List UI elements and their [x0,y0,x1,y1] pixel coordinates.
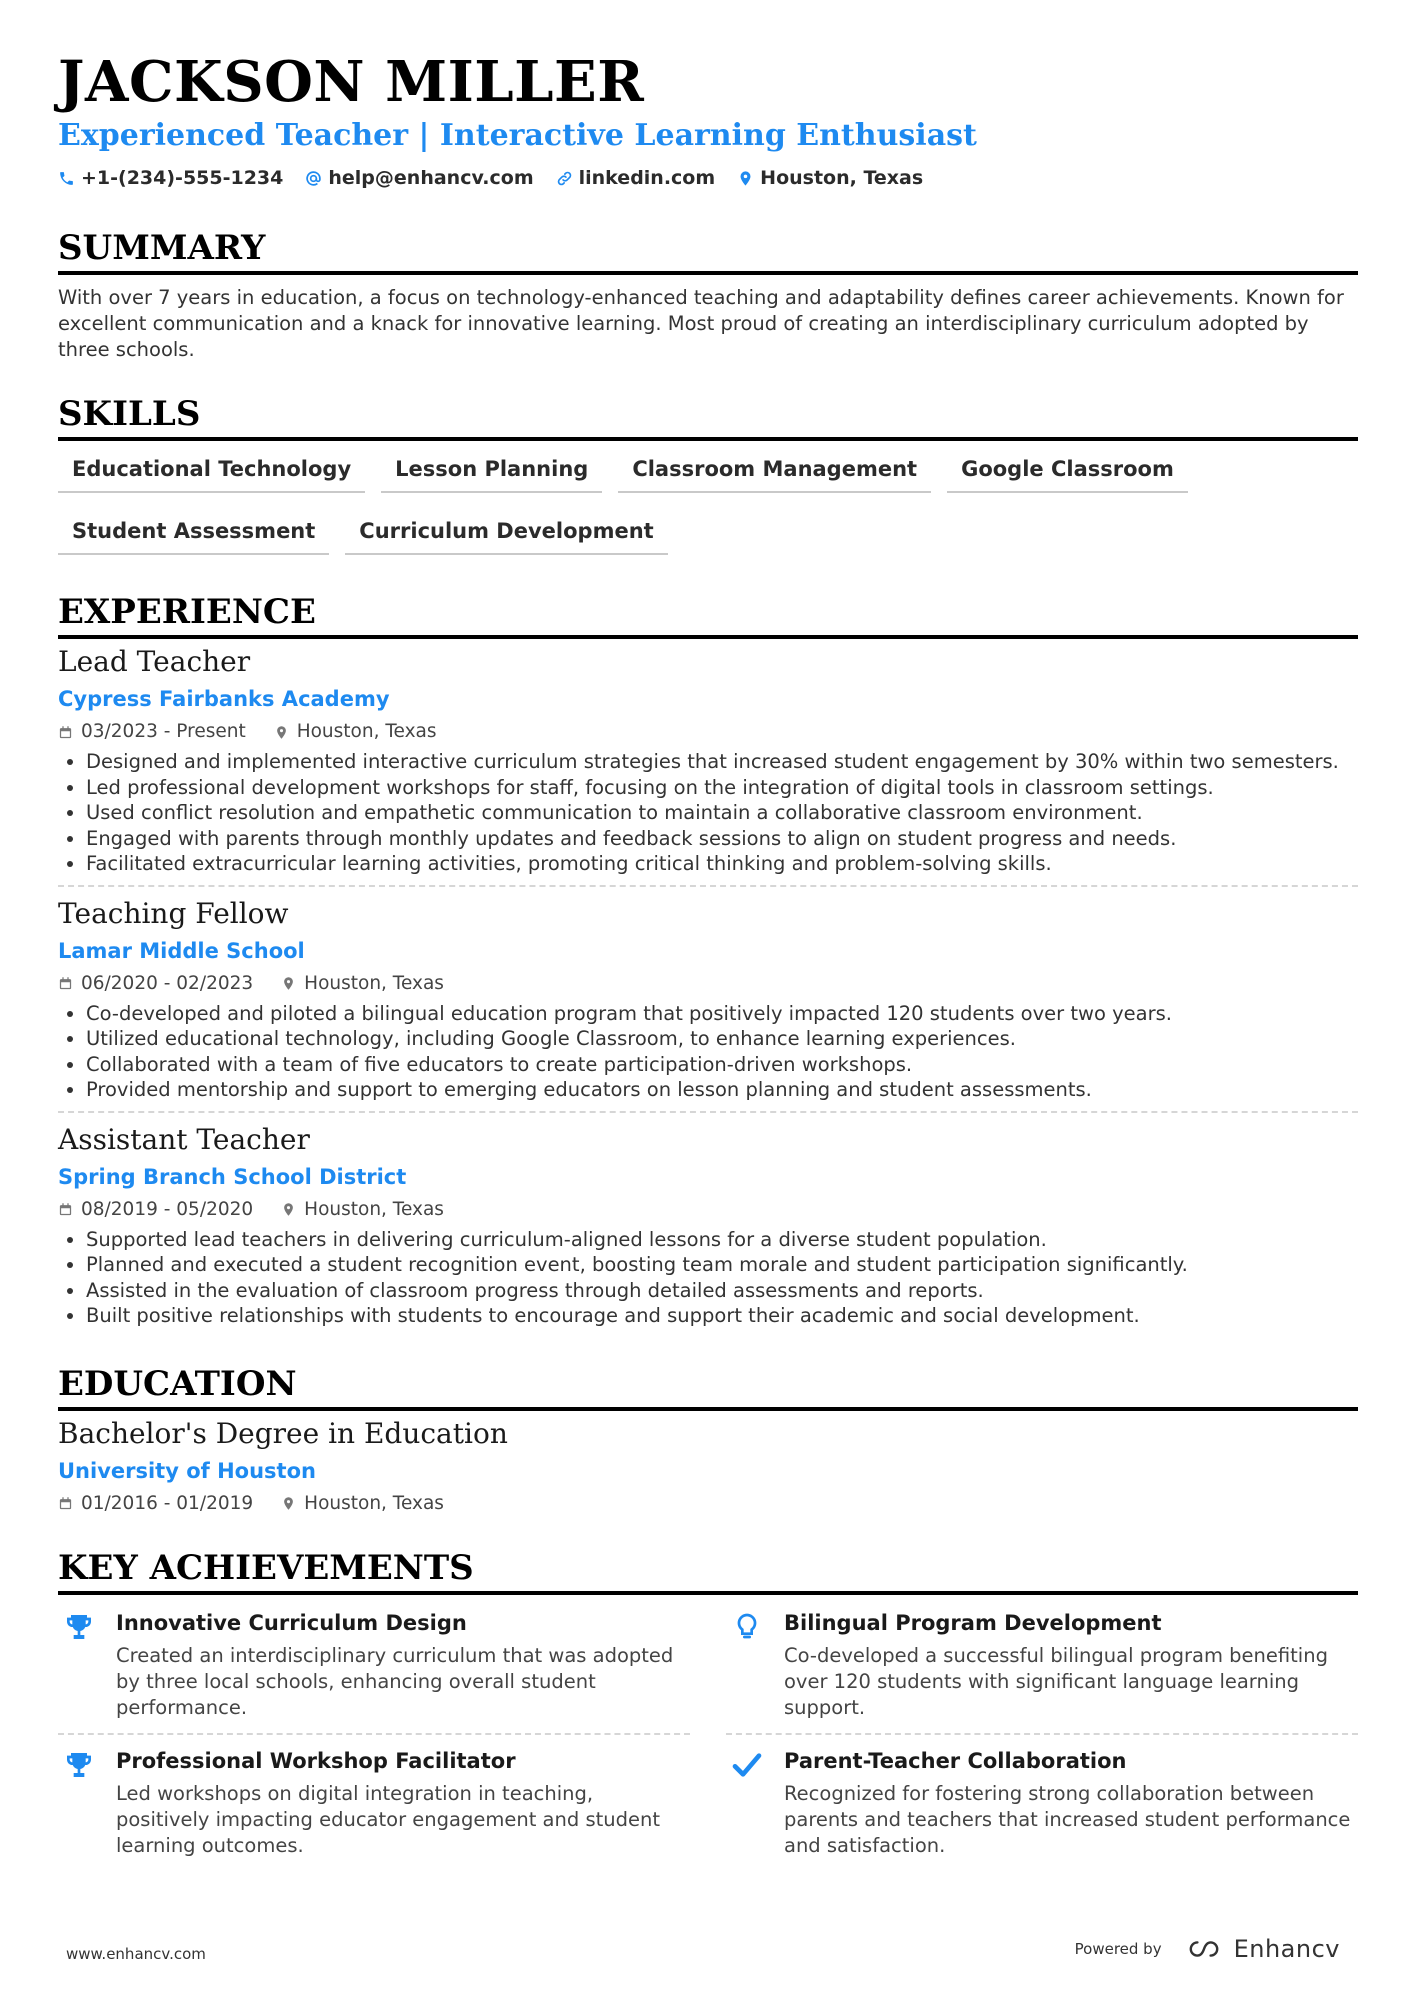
linkedin-text: linkedin.com [578,167,716,189]
company-name[interactable]: Spring Branch School District [58,1164,407,1189]
at-icon [305,170,322,187]
job-dates-text: 06/2020 - 02/2023 [81,972,254,994]
map-pin-icon [281,976,296,991]
contact-email[interactable] [305,167,533,189]
achievement-desc: Co-developed a successful bilingual program benefiting over 120 students with significant language learning support. [784,1643,1328,1719]
job-dates [58,719,246,745]
contact-linkedin[interactable] [556,167,716,189]
achievement-body [784,1609,1358,1721]
phone-icon [58,170,75,187]
achievement-body [116,1747,690,1859]
job-dates-text: 03/2023 - Present [81,721,246,742]
achievement-item [58,1735,690,1871]
list-item: • Supported lead teachers in delivering curriculum-aligned lessons for a diverse student population. [86,1227,1358,1253]
skills-list [58,453,1358,555]
job-location-text: Houston, Texas [304,1198,444,1220]
job-location-text: Houston, Texas [296,721,437,742]
achievement-item [58,1609,690,1735]
education-dates [58,1491,253,1517]
achievement-icon-wrap [58,1747,100,1859]
experience-entry [58,1111,1358,1337]
achievement-icon-wrap [726,1609,768,1721]
trophy-icon [63,1749,95,1781]
trophy-icon [63,1611,95,1643]
education-meta [58,1491,1358,1517]
powered-by-label: Powered by [1074,1940,1162,1958]
list-item: • Designed and implemented interactive curriculum strategies that increased student engagement by 30% within two semesters. [86,749,1358,775]
company-name[interactable]: Cypress Fairbanks Academy [58,687,390,711]
brand-name: Enhancv [1233,1935,1340,1963]
contact-phone[interactable] [58,167,283,189]
achievement-icon-wrap [726,1747,768,1859]
skill-tag: Lesson Planning [381,453,602,493]
job-location [281,1197,444,1223]
calendar-icon [58,1202,73,1217]
contact-location [737,167,923,189]
achievement-item [726,1609,1358,1735]
job-meta [58,1197,1358,1223]
education-title: EDUCATION [58,1363,1358,1411]
footer-website[interactable]: www.enhancv.com [66,1945,206,1963]
summary-text: With over 7 years in education, a focus on technology-enhanced teaching and adaptability defines career achievements. Known for excellent communication and a knack for innovative learning. Most proud of creating an interdisciplinary curriculum adopted by three schools. [58,286,1344,361]
job-meta [58,719,1358,745]
job-title: Teaching Fellow [58,896,289,930]
company-name[interactable]: Lamar Middle School [58,938,305,963]
resume-page [58,50,1358,1871]
list-item: • Planned and executed a student recognition event, boosting team morale and student participation significantly. [86,1252,1358,1278]
list-item: • Co-developed and piloted a bilingual education program that positively impacted 120 students over two years. [86,1001,1358,1027]
job-bullets [58,1001,1358,1103]
resume-header [58,50,1358,189]
job-dates [58,971,253,997]
job-meta [58,971,1358,997]
education-entry [58,1415,1358,1525]
achievement-title: Innovative Curriculum Design [116,1610,467,1635]
skills-title: SKILLS [58,393,1358,441]
job-title: Lead Teacher [58,645,251,678]
job-location [274,719,437,745]
education-location-text: Houston, Texas [304,1492,444,1514]
achievement-title: Professional Workshop Facilitator [116,1748,516,1773]
candidate-headline: Experienced Teacher | Interactive Learning Enthusiast [58,118,977,153]
map-pin-icon [274,725,289,740]
achievements-section [58,1547,1358,1871]
list-item: • Provided mentorship and support to emerging educators on lesson planning and student assessments. [86,1077,1358,1103]
experience-title: EXPERIENCE [58,591,1358,639]
education-dates-text: 01/2016 - 01/2019 [81,1492,254,1514]
summary-title: SUMMARY [58,227,1358,275]
job-title: Assistant Teacher [58,1122,310,1156]
map-pin-icon [737,170,754,187]
summary-section [58,227,1358,363]
skills-section [58,393,1358,555]
skill-tag: Google Classroom [947,453,1188,493]
calendar-icon [58,1496,73,1511]
list-item: • Led professional development workshops for staff, focusing on the integration of digital tools in classroom settings. [86,775,1358,801]
achievements-title: KEY ACHIEVEMENTS [58,1547,1358,1595]
checkmark-icon [731,1749,763,1781]
job-dates-text: 08/2019 - 05/2020 [81,1198,254,1220]
education-location [281,1491,444,1517]
achievement-body [116,1609,690,1721]
skill-tag: Classroom Management [618,453,931,493]
list-item: • Built positive relationships with students to encourage and support their academic and social development. [86,1303,1358,1329]
candidate-name: JACKSON MILLER [58,49,645,115]
lightbulb-icon [731,1611,763,1643]
achievement-title: Bilingual Program Development [784,1610,1162,1635]
achievement-desc: Recognized for fostering strong collaboration between parents and teachers that increased student performance and satisfaction. [784,1781,1351,1857]
degree-title: Bachelor's Degree in Education [58,1416,508,1450]
job-location-text: Houston, Texas [304,972,444,994]
phone-text: +1-(234)-555-1234 [81,167,284,189]
job-dates [58,1197,253,1223]
job-bullets [58,1227,1358,1329]
achievement-item [726,1735,1358,1871]
footer-branding [1075,1935,1340,1963]
achievement-desc: Led workshops on digital integration in teaching, positively impacting educator engagement and student learning outcomes. [116,1781,660,1857]
achievement-icon-wrap [58,1609,100,1721]
contact-row [58,167,1358,189]
skill-tag: Student Assessment [58,515,329,555]
experience-entry [58,885,1358,1111]
map-pin-icon [281,1202,296,1217]
calendar-icon [58,976,73,991]
achievement-body [784,1747,1358,1859]
achievements-grid [58,1609,1358,1871]
list-item: • Facilitated extracurricular learning activities, promoting critical thinking and problem-solving skills. [86,851,1358,877]
list-item: • Assisted in the evaluation of classroom progress through detailed assessments and reports. [86,1278,1358,1304]
experience-section [58,591,1358,1337]
achievement-desc: Created an interdisciplinary curriculum that was adopted by three local schools, enhancing overall student performance. [116,1643,674,1719]
link-icon [556,170,573,187]
map-pin-icon [281,1496,296,1511]
job-location [281,971,444,997]
enhancv-logo-icon [1182,1938,1226,1960]
education-section [58,1363,1358,1525]
experience-entry [58,643,1358,885]
location-text: Houston, Texas [760,167,924,189]
school-name[interactable]: University of Houston [58,1458,316,1483]
email-text: help@enhancv.com [328,167,534,189]
skill-tag: Curriculum Development [345,515,667,555]
list-item: • Collaborated with a team of five educators to create participation-driven workshops. [86,1052,1358,1078]
brand-logo[interactable] [1182,1935,1340,1963]
skill-tag: Educational Technology [58,453,365,493]
list-item: • Engaged with parents through monthly updates and feedback sessions to align on student progress and needs. [86,826,1358,852]
job-bullets [58,749,1358,877]
calendar-icon [58,725,73,740]
list-item: • Utilized educational technology, including Google Classroom, to enhance learning experiences. [86,1026,1358,1052]
list-item: • Used conflict resolution and empathetic communication to maintain a collaborative classroom environment. [86,800,1358,826]
achievement-title: Parent-Teacher Collaboration [784,1748,1127,1773]
